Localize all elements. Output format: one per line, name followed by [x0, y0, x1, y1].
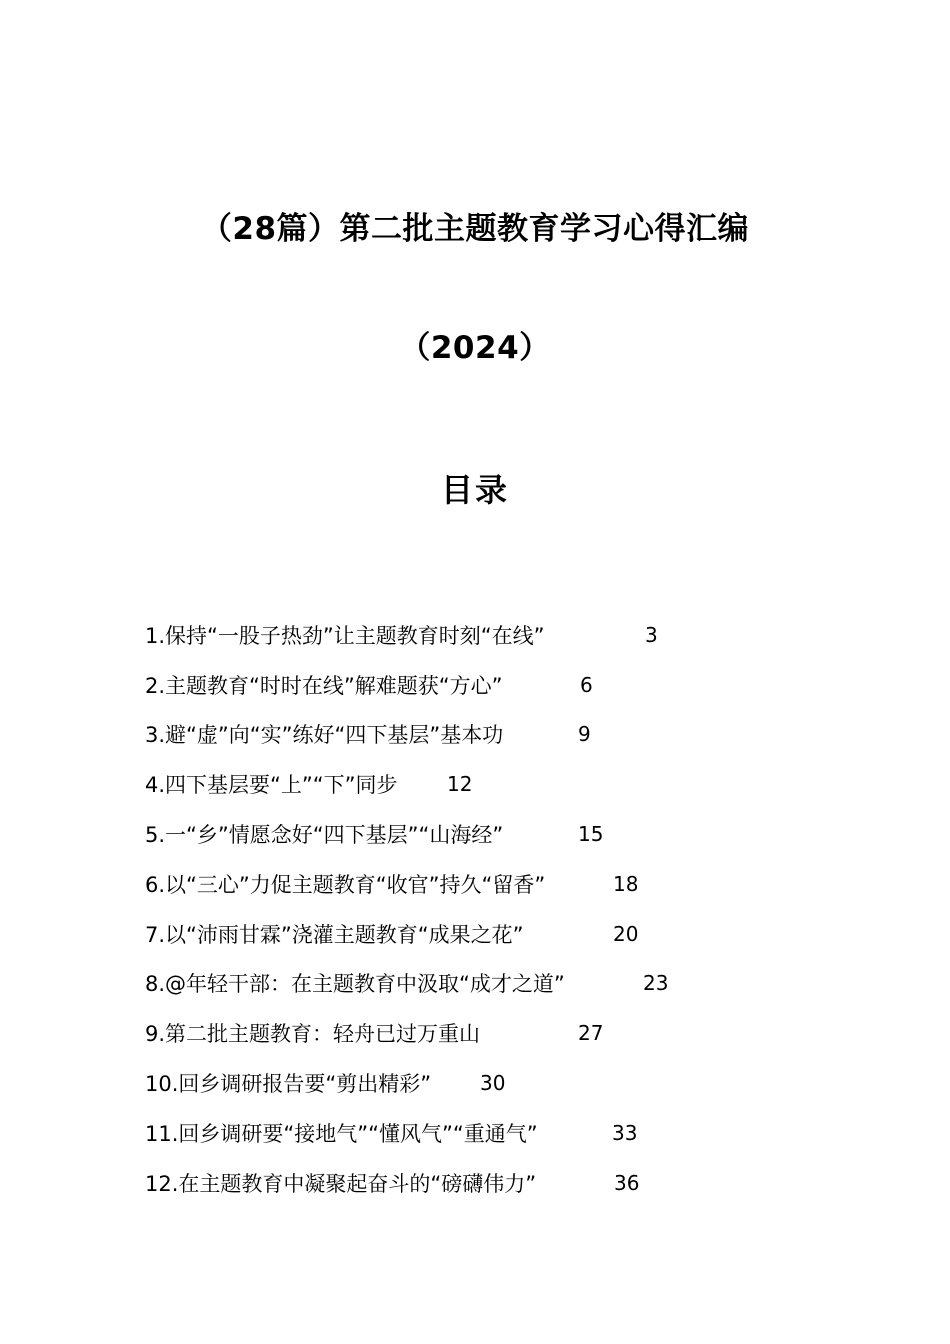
toc-item[interactable]: [145, 610, 845, 660]
toc-item-page: 33: [612, 1120, 638, 1145]
toc-item-page: 18: [613, 871, 639, 896]
toc-item[interactable]: [145, 710, 845, 760]
toc-item-title: 6.以“三心”力促主题教育“收官”持久“留香”: [145, 872, 546, 897]
toc-item-title: 12.在主题教育中凝聚起奋斗的“磅礴伟力”: [145, 1171, 537, 1196]
toc-item-title: 5.一“乡”情愿念好“四下基层”“山海经”: [145, 823, 504, 848]
toc-item[interactable]: [145, 809, 845, 859]
table-of-contents: [145, 610, 845, 1208]
toc-heading: 目录: [440, 471, 509, 509]
toc-item-title: 10.回乡调研报告要“剪出精彩”: [145, 1072, 432, 1097]
toc-item[interactable]: [145, 759, 845, 809]
toc-item[interactable]: [145, 959, 845, 1009]
toc-item-title: 2.主题教育“时时在线”解难题获“方心”: [145, 673, 503, 698]
toc-item-title: 7.以“沛雨甘霖”浇灌主题教育“成果之花”: [145, 922, 524, 947]
toc-item[interactable]: [145, 1108, 845, 1158]
toc-item-title: 4.四下基层要“上”“下”同步: [145, 773, 398, 798]
toc-item-title: 3.避“虚”向“实”练好“四下基层”基本功: [145, 723, 504, 748]
toc-item[interactable]: [145, 1058, 845, 1108]
toc-item[interactable]: [145, 660, 845, 710]
toc-item-page: 6: [580, 672, 593, 697]
toc-item-title: 9.第二批主题教育：轻舟已过万重山: [145, 1022, 481, 1047]
toc-item-page: 20: [613, 921, 639, 946]
toc-item-page: 36: [614, 1170, 640, 1195]
toc-item[interactable]: [145, 1008, 845, 1058]
toc-item[interactable]: [145, 1158, 845, 1208]
toc-item-page: 12: [447, 772, 473, 797]
toc-item[interactable]: [145, 859, 845, 909]
toc-item-title: 11.回乡调研要“接地气”“懂风气”“重通气”: [145, 1121, 538, 1146]
toc-item-page: 30: [480, 1071, 506, 1096]
document-title: （28篇）第二批主题教育学习心得汇编: [200, 211, 750, 247]
toc-item[interactable]: [145, 909, 845, 959]
document-year: （2024）: [399, 330, 551, 366]
toc-item-page: 23: [643, 971, 669, 996]
toc-item-title: 8.@年轻干部：在主题教育中汲取“成才之道”: [145, 972, 565, 997]
toc-item-page: 15: [578, 822, 604, 847]
toc-item-title: 1.保持“一股子热劲”让主题教育时刻“在线”: [145, 623, 545, 648]
toc-item-page: 9: [578, 722, 591, 747]
toc-item-page: 27: [578, 1021, 604, 1046]
toc-item-page: 3: [645, 622, 658, 647]
